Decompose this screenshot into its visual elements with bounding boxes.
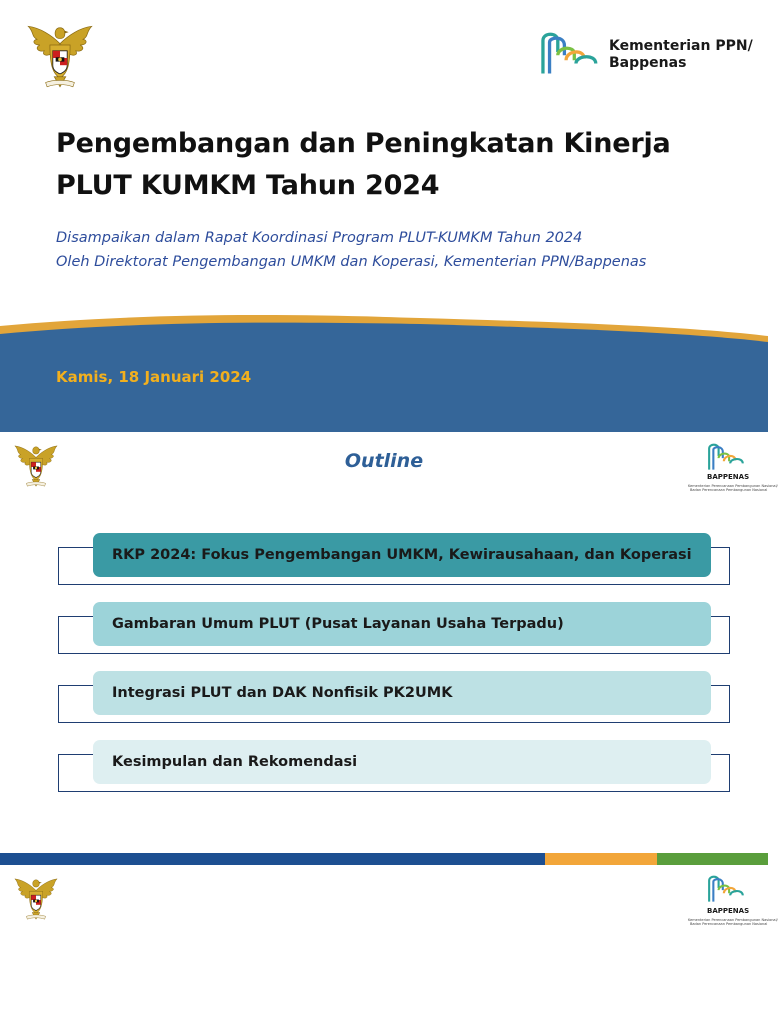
- blue-wave-band: [0, 300, 768, 432]
- slide-title-line1: Pengembangan dan Peningkatan Kinerja: [56, 128, 671, 159]
- outline-item-label: Gambaran Umum PLUT (Pusat Layanan Usaha Terpadu): [93, 602, 711, 646]
- strip-green: [657, 853, 768, 865]
- bappenas-logo-icon: [706, 440, 748, 472]
- bappenas-logo-icon: [706, 871, 748, 905]
- outline-item: [0, 533, 768, 593]
- subtitle-line1: Disampaikan dalam Rapat Koordinasi Program PLUT-KUMKM Tahun 2024: [56, 230, 583, 246]
- strip-orange: [545, 853, 657, 865]
- outline-item-label: Kesimpulan dan Rekomendasi: [93, 740, 711, 784]
- bappenas-tagline-2: Badan Perencanaan Pembangunan Nasional: [690, 922, 768, 926]
- bappenas-tagline-1: Kementerian Perencanaan Pembangunan Nasional/: [688, 918, 778, 922]
- bappenas-logo-icon: [538, 26, 604, 78]
- outline-item: [0, 602, 768, 662]
- next-slide-partial: [0, 865, 778, 1024]
- outline-heading: Outline: [344, 450, 424, 472]
- slide-title-line2: PLUT KUMKM Tahun 2024: [56, 170, 440, 201]
- bappenas-label: BAPPENAS: [707, 907, 750, 915]
- outline-item: [0, 671, 768, 731]
- outline-slide: [0, 432, 778, 853]
- color-strip: [0, 853, 768, 865]
- presentation-date: Kamis, 18 Januari 2024: [56, 368, 252, 386]
- outline-item-label: RKP 2024: Fokus Pengembangan UMKM, Kewirausahaan, dan Koperasi: [93, 533, 711, 577]
- subtitle-line2: Oleh Direktorat Pengembangan UMKM dan Koperasi, Kementerian PPN/Bappenas: [56, 254, 647, 270]
- outline-item: [0, 740, 768, 800]
- strip-blue: [0, 853, 545, 865]
- bappenas-tagline-1: Kementerian Perencanaan Pembangunan Nasional/: [688, 484, 778, 488]
- bappenas-label: BAPPENAS: [707, 473, 750, 481]
- title-slide: [0, 0, 768, 432]
- bappenas-tagline-2: Badan Perencanaan Pembangunan Nasional: [690, 488, 768, 492]
- ministry-name-line1: Kementerian PPN/: [609, 38, 753, 54]
- ministry-name-line2: Bappenas: [609, 55, 687, 71]
- garuda-emblem-icon: [12, 875, 60, 925]
- garuda-emblem-icon: [24, 20, 96, 96]
- outline-item-label: Integrasi PLUT dan DAK Nonfisik PK2UMK: [93, 671, 711, 715]
